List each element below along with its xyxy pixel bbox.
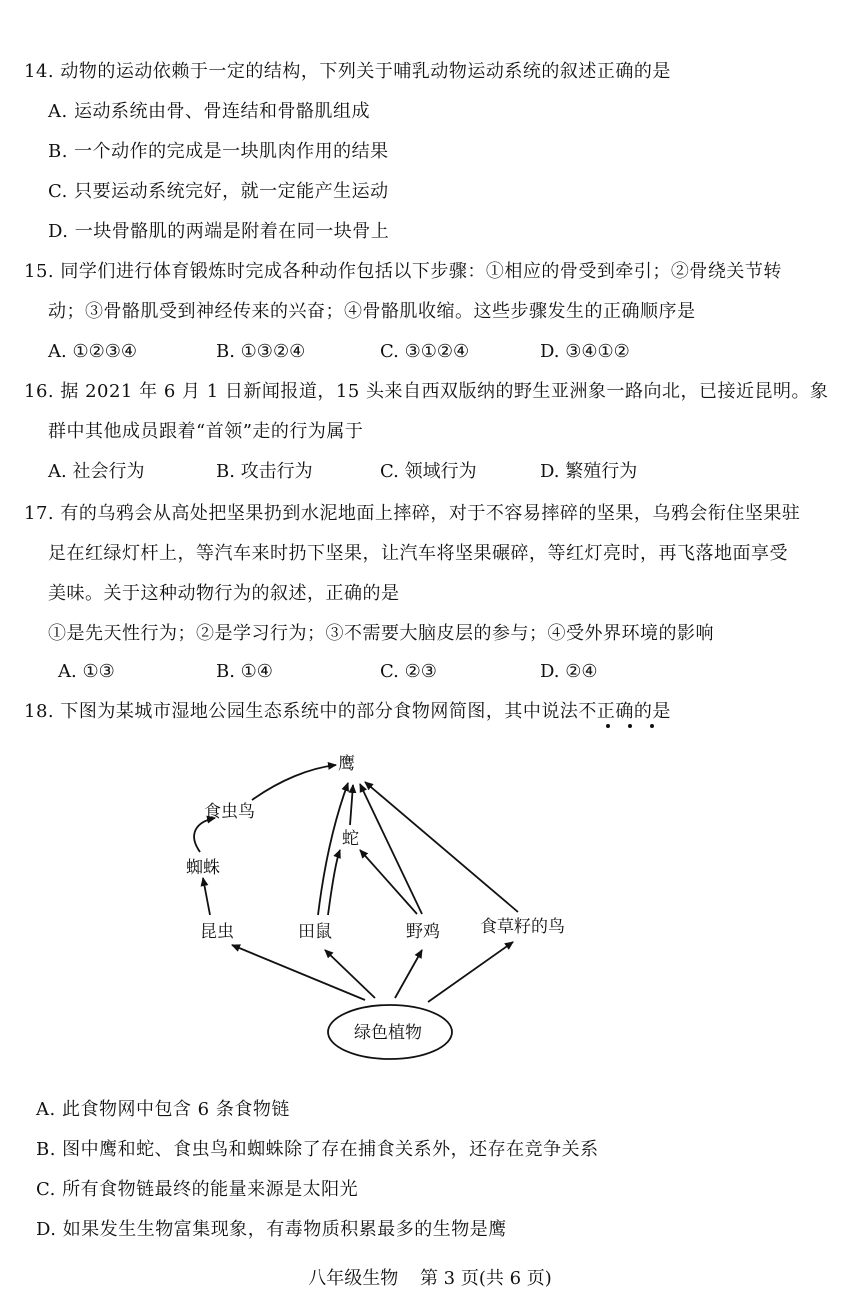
emphasis-dot xyxy=(606,724,610,728)
q15-stem-line2: 动；③骨骼肌受到神经传来的兴奋；④骨骼肌收缩。这些步骤发生的正确顺序是 xyxy=(48,301,696,322)
q17-stem-line2: 足在红绿灯杆上，等汽车来时扔下坚果，让汽车将坚果碾碎，等红灯亮时，再飞落地面享受 xyxy=(48,543,788,564)
q14-option-c: C. 只要运动系统完好，就一定能产生运动 xyxy=(48,181,389,202)
q18-option-c: C. 所有食物链最终的能量来源是太阳光 xyxy=(36,1179,359,1200)
node-insect: 昆虫 xyxy=(200,922,234,942)
q17-option-c: C. ②③ xyxy=(380,661,437,682)
q16-stem-line2: 群中其他成员跟着“首领”走的行为属于 xyxy=(48,421,364,442)
node-spider: 蜘蛛 xyxy=(186,858,220,878)
q17-option-a: A. ①③ xyxy=(58,661,115,682)
q15-option-c: C. ③①②④ xyxy=(380,341,470,362)
arrow-vole-eagle xyxy=(318,783,348,915)
arrow-spider-insectbird xyxy=(194,818,215,852)
q15-option-d: D. ③④①② xyxy=(540,341,630,362)
node-insect-bird: 食虫鸟 xyxy=(204,802,255,822)
q18-option-b: B. 图中鹰和蛇、食虫鸟和蜘蛛除了存在捕食关系外，还存在竞争关系 xyxy=(36,1139,599,1160)
emphasis-dot xyxy=(650,724,654,728)
footer-subject: 八年级生物 xyxy=(308,1268,399,1289)
page-footer xyxy=(0,1264,860,1290)
q17-statements: ①是先天性行为；②是学习行为；③不需要大脑皮层的参与；④受外界环境的影响 xyxy=(48,623,714,644)
arrow-plant-insect xyxy=(232,945,365,1000)
q16-option-b: B. 攻击行为 xyxy=(216,461,313,482)
q18-stem: 18. 下图为某城市湿地公园生态系统中的部分食物网简图，其中说法不正确的是 xyxy=(24,701,671,722)
node-seed-bird: 食草籽的鸟 xyxy=(480,917,565,937)
arrow-pheasant-snake xyxy=(360,850,417,914)
node-eagle: 鹰 xyxy=(338,754,355,774)
q14-option-d: D. 一块骨骼肌的两端是附着在同一块骨上 xyxy=(48,221,390,242)
q16-stem-line1: 16. 据 2021 年 6 月 1 日新闻报道，15 头来自西双版纳的野生亚洲象一路向北，已接近昆明。象 xyxy=(24,381,829,402)
q17-stem-line1: 17. 有的乌鸦会从高处把坚果扔到水泥地面上摔碎，对于不容易摔碎的坚果，乌鸦会衔住坚果驻 xyxy=(24,503,801,524)
q18-option-d: D. 如果发生生物富集现象，有毒物质积累最多的生物是鹰 xyxy=(36,1219,507,1240)
node-snake: 蛇 xyxy=(342,829,359,849)
arrow-insectbird-eagle xyxy=(252,765,336,800)
q16-option-d: D. 繁殖行为 xyxy=(540,461,638,482)
q17-option-b: B. ①④ xyxy=(216,661,273,682)
node-vole: 田鼠 xyxy=(298,922,332,942)
arrow-plant-pheasant xyxy=(395,950,422,998)
q18-option-a: A. 此食物网中包含 6 条食物链 xyxy=(36,1099,290,1120)
q15-option-b: B. ①③②④ xyxy=(216,341,306,362)
q14-option-a: A. 运动系统由骨、骨连结和骨骼肌组成 xyxy=(48,101,370,122)
q14-option-b: B. 一个动作的完成是一块肌肉作用的结果 xyxy=(48,141,389,162)
food-web-diagram xyxy=(160,740,620,1070)
q15-option-a: A. ①②③④ xyxy=(48,341,137,362)
arrow-insect-spider xyxy=(203,878,210,915)
arrow-plant-seedbird xyxy=(428,942,513,1002)
q16-option-c: C. 领域行为 xyxy=(380,461,477,482)
q17-option-d: D. ②④ xyxy=(540,661,598,682)
q14-stem: 14. 动物的运动依赖于一定的结构，下列关于哺乳动物运动系统的叙述正确的是 xyxy=(24,61,671,82)
node-pheasant: 野鸡 xyxy=(406,922,440,942)
arrow-vole-snake xyxy=(328,850,340,915)
q17-stem-line3: 美味。关于这种动物行为的叙述，正确的是 xyxy=(48,583,400,604)
arrow-snake-eagle xyxy=(350,785,353,825)
arrow-seedbird-eagle xyxy=(365,782,518,912)
emphasis-dot xyxy=(628,724,632,728)
q15-stem-line1: 15. 同学们进行体育锻炼时完成各种动作包括以下步骤：①相应的骨受到牵引；②骨绕关节转 xyxy=(24,261,782,282)
node-plant: 绿色植物 xyxy=(354,1023,422,1043)
q16-option-a: A. 社会行为 xyxy=(48,461,145,482)
arrow-plant-vole xyxy=(325,950,375,998)
footer-page-number: 第 3 页(共 6 页) xyxy=(419,1268,552,1289)
